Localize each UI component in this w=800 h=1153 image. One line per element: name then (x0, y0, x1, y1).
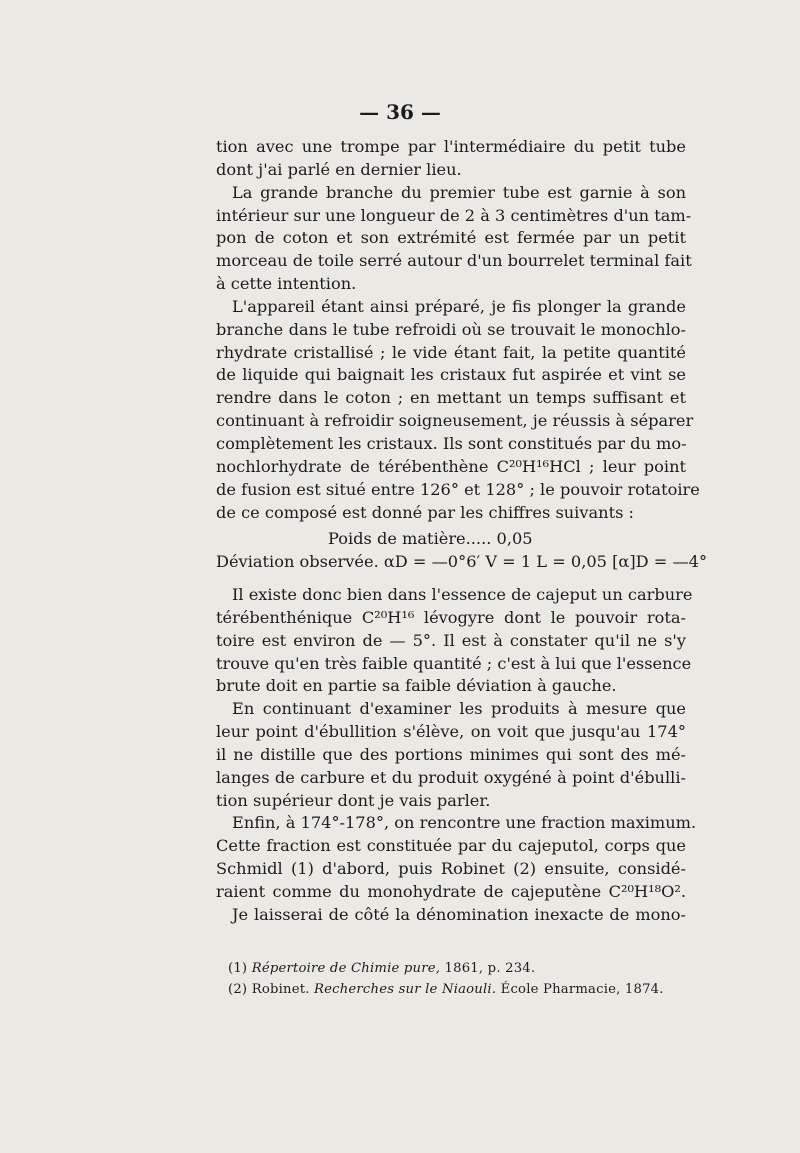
text-line: Il existe donc bien dans l'essence de cajeput un carbure (232, 585, 693, 605)
sample-weight: Poids de matière..... 0,05 (328, 529, 533, 549)
body-text (216, 136, 708, 927)
text-line: rhydrate cristallisé ; le vide étant fait, la petite quantité (216, 342, 686, 362)
text-line: Cette fraction est constituée par du cajeputol, corps que (216, 836, 686, 856)
text-line: L'appareil étant ainsi préparé, je fis plonger la grande (232, 296, 686, 316)
text-line: il ne distille que des portions minimes qui sont des mé- (216, 744, 686, 764)
text-line: nochlorhydrate de térébenthène C²⁰H¹⁶HCl ; leur point (216, 456, 686, 476)
text-line: leur point d'ébullition s'élève, on voit que jusqu'au 174° (216, 722, 686, 742)
text-line: trouve qu'en très faible quantité ; c'est à lui que l'essence (216, 653, 692, 673)
footnote-title: Recherches sur le Niaouli. (314, 982, 497, 997)
text-line: térébenthénique C²⁰H¹⁶ lévogyre dont le pouvoir rota- (216, 607, 686, 627)
footnote-number: (2) (228, 982, 248, 997)
footnote-author: Robinet. (251, 982, 310, 997)
text-line: branche dans le tube refroidi où se trouvait le monochlo- (216, 319, 686, 339)
text-line: pon de coton et son extrémité est fermée par un petit (216, 228, 686, 248)
page-number: — 36 — (359, 100, 441, 124)
text-line: intérieur sur une longueur de 2 à 3 centimètres d'un tam- (216, 205, 692, 225)
text-line: En continuant d'examiner les produits à mesure que (232, 699, 686, 719)
footnote-2 (228, 979, 688, 1000)
text-line: dont j'ai parlé en dernier lieu. (216, 159, 462, 179)
footnote-1 (228, 958, 688, 979)
text-line: morceau de toile serré autour d'un bourrelet terminal fait (216, 251, 692, 271)
text-line: brute doit en partie sa faible déviation à gauche. (216, 676, 617, 696)
footnote-detail: 1861, p. 234. (444, 961, 536, 976)
text-line: tion avec une trompe par l'intermédiaire du petit tube (216, 137, 686, 156)
text-line: à cette intention. (216, 274, 357, 294)
text-line: Schmidl (1) d'abord, puis Robinet (2) ensuite, considé- (216, 859, 686, 879)
text-line: de fusion est situé entre 126° et 128° ; le pouvoir rotatoire (216, 479, 700, 499)
text-line: complètement les cristaux. Ils sont constitués par du mo- (216, 433, 687, 453)
text-line: La grande branche du premier tube est garnie à son (232, 182, 686, 202)
text-line: toire est environ de — 5°. Il est à constater qu'il ne s'y (216, 630, 686, 650)
text-line: continuant à refroidir soigneusement, je réussis à séparer (216, 411, 694, 431)
text-line: de ce composé est donné par les chiffres suivants : (216, 502, 634, 522)
footnote-title: Répertoire de Chimie pure, (251, 961, 441, 976)
text-line: langes de carbure et du produit oxygéné à point d'ébulli- (216, 767, 686, 787)
text-line: rendre dans le coton ; en mettant un temps suffisant et (216, 388, 686, 408)
text-line: Enfin, à 174°-178°, on rencontre une fraction maximum. (232, 813, 697, 833)
text-line: de liquide qui baignait les cristaux fut aspirée et vint se (216, 365, 686, 385)
footnotes (228, 958, 688, 1000)
text-line: tion supérieur dont je vais parler. (216, 790, 491, 810)
text-line: raient comme du monohydrate de cajeputène C²⁰H¹⁸O². (216, 882, 686, 901)
footnote-detail: École Pharmacie, 1874. (500, 982, 664, 997)
text-line: Je laisserai de côté la dénomination inexacte de mono- (232, 904, 686, 924)
footnote-number: (1) (228, 961, 248, 976)
measurement-block (216, 528, 708, 574)
observed-deviation: Déviation observée. αD = —0°6′ V = 1 L = 0,05 [α]D = —4° (216, 552, 708, 572)
